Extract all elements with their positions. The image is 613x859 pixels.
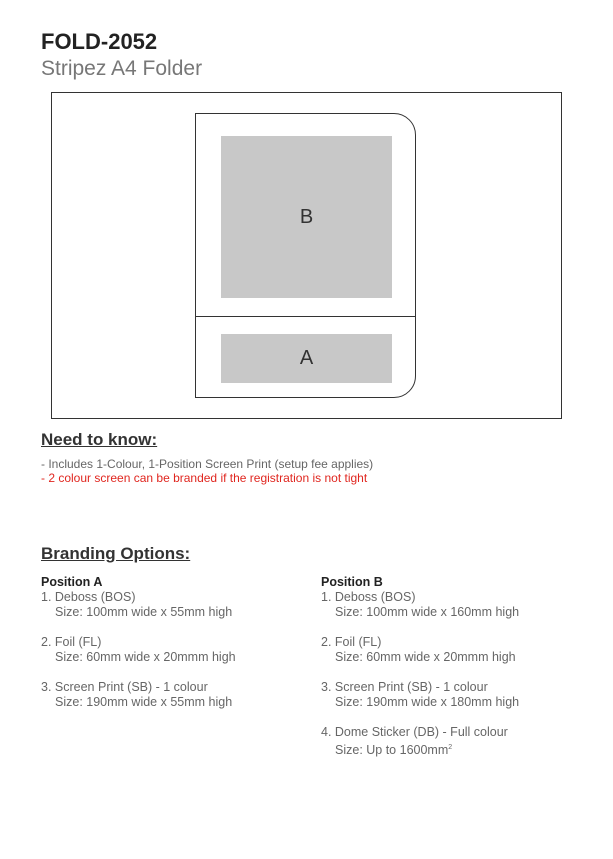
branding-option <box>41 635 311 665</box>
option-size: Size: 60mm wide x 20mmm high <box>335 650 516 664</box>
branding-option <box>41 680 311 710</box>
option-size <box>321 740 591 758</box>
area-a-label: A <box>299 347 314 369</box>
branding-area-a <box>221 334 392 383</box>
option-size: Size: 100mm wide x 160mm high <box>335 605 520 619</box>
option-size: Size: 60mm wide x 20mmm high <box>55 650 236 664</box>
option-method: 3. Screen Print (SB) - 1 colour <box>41 680 208 694</box>
branding-option <box>321 725 591 758</box>
option-method: 2. Foil (FL) <box>41 635 102 649</box>
product-name: Stripez A4 Folder <box>41 57 203 80</box>
branding-area-b <box>221 136 392 298</box>
option-size-superscript: 2 <box>448 744 453 751</box>
branding-options-heading: Branding Options: <box>41 544 191 563</box>
position-a-title: Position A <box>41 575 103 589</box>
option-size-text: Size: Up to 1600mm <box>335 743 449 758</box>
option-method: 4. Dome Sticker (DB) - Full colour <box>321 725 508 739</box>
option-method: 2. Foil (FL) <box>321 635 382 649</box>
position-a-column <box>41 575 311 725</box>
option-size: Size: 190mm wide x 180mm high <box>335 695 520 709</box>
branding-option <box>41 590 311 620</box>
option-size: Size: 190mm wide x 55mm high <box>55 695 233 709</box>
option-method: 1. Deboss (BOS) <box>321 590 416 604</box>
need-to-know-heading: Need to know: <box>41 430 158 449</box>
option-method: 1. Deboss (BOS) <box>41 590 136 604</box>
branding-option <box>321 635 591 665</box>
position-b-title: Position B <box>321 575 383 589</box>
area-b-label: B <box>299 205 314 228</box>
option-method: 3. Screen Print (SB) - 1 colour <box>321 680 488 694</box>
position-b-column <box>321 575 591 773</box>
need-to-know-warning: - 2 colour screen can be branded if the registration is not tight <box>41 471 368 485</box>
folder-divider-line <box>196 316 415 317</box>
branding-option <box>321 680 591 710</box>
need-to-know-note: - Includes 1-Colour, 1-Position Screen Print (setup fee applies) <box>41 457 374 471</box>
product-code: FOLD-2052 <box>41 29 158 54</box>
branding-option <box>321 590 591 620</box>
option-size: Size: 100mm wide x 55mm high <box>55 605 233 619</box>
